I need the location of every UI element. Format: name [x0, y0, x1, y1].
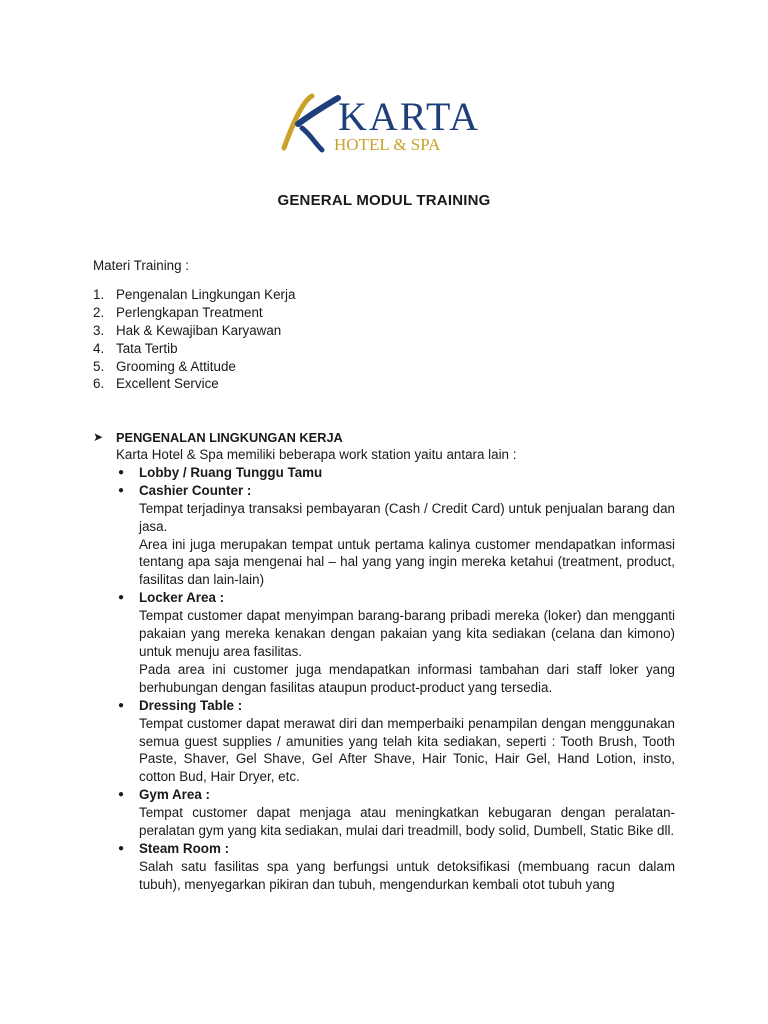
section-intro: Karta Hotel & Spa memiliki beberapa work station yaitu antara lain :	[116, 447, 517, 462]
bullet-icon: ●	[118, 842, 125, 854]
section-heading	[93, 429, 675, 446]
materi-item-number: 5.	[93, 358, 105, 374]
workstation-item	[116, 464, 675, 482]
workstation-item	[116, 840, 675, 894]
workstation-description: Area ini juga merupakan tempat untuk pertama kalinya customer mendapatkan informasi tentang apa saja mengenai hal – hal yang yang ingin mereka ketahui (treatment, product, fasilitas dan lain-lain)	[139, 536, 675, 588]
materi-item-text: Tata Tertib	[116, 340, 178, 356]
materi-item	[93, 340, 295, 358]
section-pengenalan	[93, 429, 675, 894]
materi-item-text: Hak & Kewajiban Karyawan	[116, 322, 282, 338]
arrow-bullet-icon: ➤	[93, 429, 104, 444]
bullet-icon: ●	[118, 592, 125, 604]
workstation-description: Tempat terjadinya transaksi pembayaran (Cash / Credit Card) untuk penjualan barang dan jasa.	[139, 500, 675, 534]
bullet-icon: ●	[118, 789, 125, 801]
workstation-description: Tempat customer dapat menjaga atau meningkatkan kebugaran dengan peralatan-peralatan gym yang kita sediakan, mulai dari treadmill, body solid, Dumbell, Static Bike dll.	[139, 805, 675, 839]
bullet-icon: ●	[118, 484, 125, 496]
karta-logo-mark	[280, 90, 490, 158]
materi-list	[93, 286, 295, 393]
workstation-description: Tempat customer dapat merawat diri dan memperbaiki penampilan dengan menggunakan semua guest supplies / amunities yang telah kita sediakan, seperti : Tooth Brush, Tooth Paste, Shaver, Gel Shave, Gel After Shave, Hair Tonic, Hair Gel, Hand Lotion, insto, cotton Bud, Hair Dryer, etc.	[139, 715, 675, 785]
materi-item-number: 4.	[93, 340, 105, 356]
materi-item	[93, 322, 295, 340]
logo-tagline: HOTEL & SPA	[334, 135, 441, 154]
bullet-icon: ●	[118, 466, 125, 478]
materi-item-number: 3.	[93, 322, 105, 338]
workstation-description: Salah satu fasilitas spa yang berfungsi untuk detoksifikasi (membuang racun dalam tubuh), menyegarkan pikiran dan tubuh, mengendurkan kembali otot tubuh yang	[139, 858, 675, 892]
workstation-label: Cashier Counter :	[139, 482, 252, 498]
materi-item-text: Perlengkapan Treatment	[116, 304, 263, 320]
materi-item-text: Excellent Service	[116, 376, 219, 392]
karta-logo	[280, 90, 490, 158]
workstation-label: Dressing Table :	[139, 697, 243, 713]
workstation-item	[116, 589, 675, 696]
workstation-item	[116, 482, 675, 589]
workstation-label: Lobby / Ruang Tunggu Tamu	[139, 464, 323, 480]
workstation-item	[116, 697, 675, 787]
workstation-list	[116, 464, 675, 894]
materi-item	[93, 286, 295, 304]
section-heading-text: PENGENALAN LINGKUNGAN KERJA	[116, 429, 343, 445]
workstation-label: Locker Area :	[139, 590, 225, 606]
materi-item-number: 2.	[93, 304, 105, 320]
workstation-label: Gym Area :	[139, 787, 210, 803]
workstation-label: Steam Room :	[139, 840, 230, 856]
page-title: GENERAL MODUL TRAINING	[277, 192, 491, 209]
workstation-description: Pada area ini customer juga mendapatkan informasi tambahan dari staff loker yang berhubungan dengan fasilitas ataupun product-product yang tersedia.	[139, 661, 675, 695]
materi-item	[93, 358, 295, 376]
materi-item	[93, 304, 295, 322]
materi-item-number: 6.	[93, 376, 105, 392]
logo-name: KARTA	[338, 94, 481, 139]
workstation-item	[116, 786, 675, 840]
materi-item	[93, 375, 295, 393]
workstation-description: Tempat customer dapat menyimpan barang-barang pribadi mereka (loker) dan mengganti pakaian yang mereka kenakan dengan pakaian yang kita sediakan (celana dan kimono) untuk menuju area fasilitas.	[139, 608, 675, 659]
bullet-icon: ●	[118, 699, 125, 711]
materi-item-number: 1.	[93, 287, 105, 302]
materi-item-text: Pengenalan Lingkungan Kerja	[116, 287, 296, 302]
materi-label: Materi Training :	[93, 258, 190, 273]
materi-item-text: Grooming & Attitude	[116, 358, 236, 374]
